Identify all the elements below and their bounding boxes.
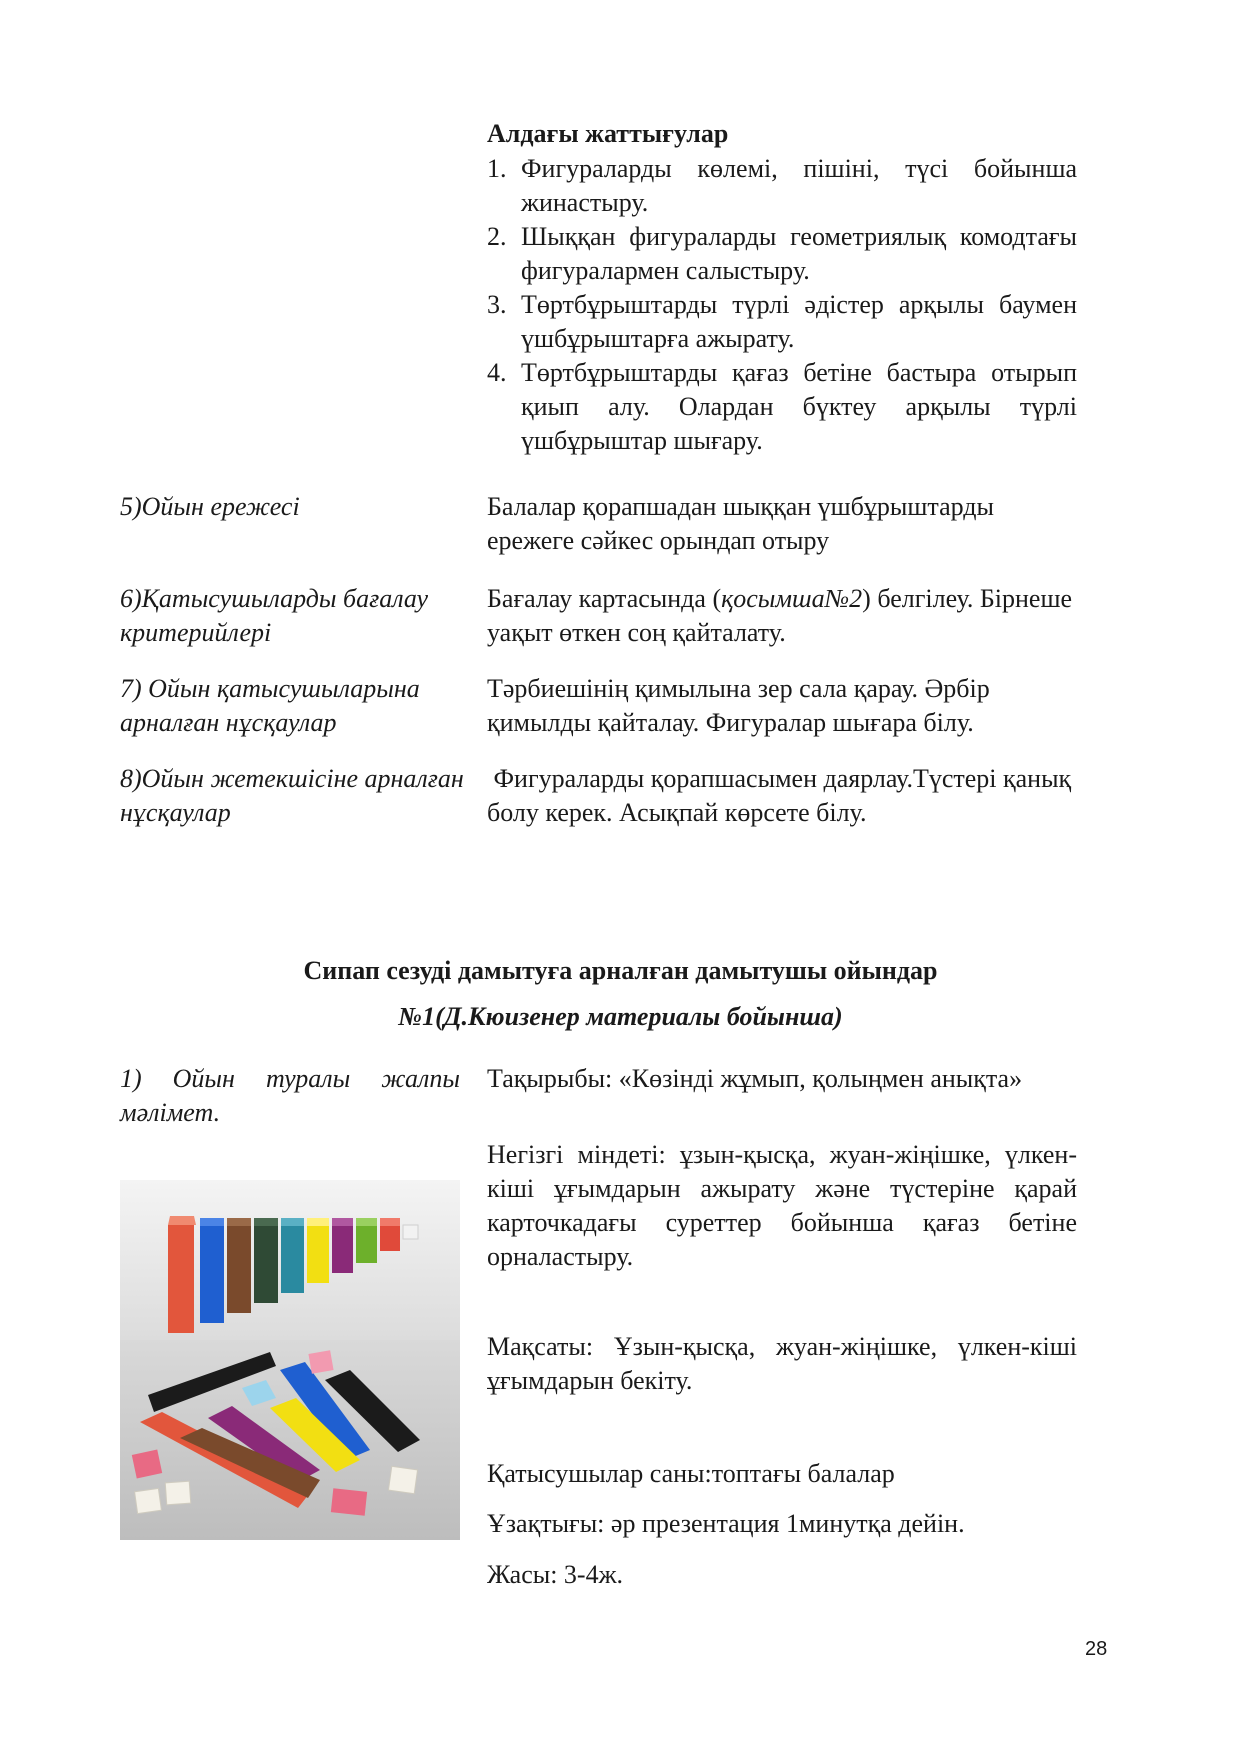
list-text: Фигураларды көлемі, пішіні, түсі бойынша жинастыру. bbox=[521, 154, 1077, 217]
criteria-text bbox=[487, 582, 1077, 650]
criteria-text-b: ) белгілеу. Бірнеше уақыт өткен соң қайталату. bbox=[487, 584, 1073, 647]
criteria-text-a: Бағалау картасында ( bbox=[487, 584, 722, 613]
list-number: 1. bbox=[487, 154, 507, 183]
upcoming-heading: Алдағы жаттығулар bbox=[487, 119, 729, 148]
list-item bbox=[487, 356, 1077, 458]
section-subtitle: №1(Д.Кюизенер материалы бойынша) bbox=[398, 1002, 843, 1031]
list-text: Шыққан фигураларды геометриялық комодтағы фигуралармен салыстыру. bbox=[521, 222, 1077, 285]
criteria-appendix: қосымша№2 bbox=[721, 584, 863, 613]
game-participants: Қатысушылар саны:топтағы балалар bbox=[487, 1459, 895, 1488]
leader-instructions-text: Фигураларды қорапшасымен даярлау.Түстері қанық болу керек. Асықпай көрсете білу. bbox=[487, 764, 1078, 827]
game-topic: Тақырыбы: «Көзінді жұмып, қолыңмен анықта» bbox=[487, 1064, 1023, 1093]
list-item bbox=[487, 220, 1077, 288]
rods-staircase-image bbox=[120, 1180, 460, 1340]
list-item bbox=[487, 152, 1077, 220]
list-number: 4. bbox=[487, 358, 507, 387]
list-number: 2. bbox=[487, 222, 507, 251]
rule-text: Балалар қорапшадан шыққан үшбұрыштарды ережеге сәйкес орындап отыру bbox=[487, 492, 994, 555]
list-item bbox=[487, 288, 1077, 356]
rule-label: 5)Ойын ережесі bbox=[120, 492, 300, 521]
list-number: 3. bbox=[487, 290, 507, 319]
game-task: Негізгі міндеті: ұзын-қысқа, жуан-жіңішке, үлкен-кіші ұғымдарын ажырату және түстеріне қарай карточкадағы суреттер бойынша қағаз бетіне орналастыру. bbox=[487, 1140, 1077, 1271]
rods-scattered-image bbox=[120, 1340, 460, 1540]
upcoming-list bbox=[487, 152, 1077, 458]
cuisenaire-rods-scattered-photo bbox=[120, 1340, 460, 1540]
participants-instructions-text: Тәрбиешінің қимылына зер сала қарау. Әрбір қимылды қайталау. Фигуралар шығара білу. bbox=[487, 674, 990, 737]
leader-instructions-label: 8)Ойын жетекшісіне арналған нұсқаулар bbox=[120, 764, 464, 827]
list-text: Төртбұрыштарды қағаз бетіне бастыра отырып қиып алу. Олардан бүктеу арқылы түрлі үшбұрыштар шығару. bbox=[521, 358, 1077, 455]
game-duration: Ұзақтығы: әр презентация 1минутқа дейін. bbox=[487, 1509, 965, 1538]
participants-instructions-label: 7) Ойын қатысушыларына арналған нұсқаулар bbox=[120, 674, 420, 737]
page-number: 28 bbox=[1085, 1638, 1108, 1660]
game-info-label: 1) Ойын туралы жалпы мәлімет. bbox=[120, 1064, 460, 1127]
cuisenaire-rods-staircase-photo bbox=[120, 1180, 460, 1340]
list-text: Төртбұрыштарды түрлі әдістер арқылы баумен үшбұрыштарға ажырату. bbox=[521, 290, 1077, 353]
criteria-label: 6)Қатысушыларды бағалау критерийлері bbox=[120, 584, 429, 647]
section-title: Сипап сезуді дамытуға арналған дамытушы ойындар bbox=[303, 956, 938, 985]
game-age: Жасы: 3-4ж. bbox=[487, 1560, 624, 1589]
game-goal: Мақсаты: Ұзын-қысқа, жуан-жіңішке, үлкен-кіші ұғымдарын бекіту. bbox=[487, 1332, 1077, 1395]
